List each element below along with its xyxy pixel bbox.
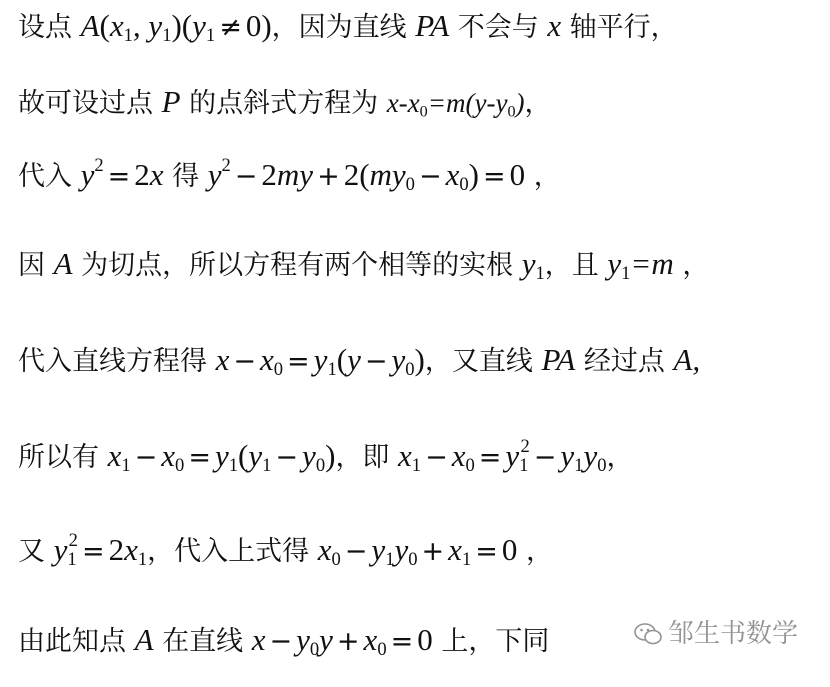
math-substituted: $x_1 - x_0 = y_1(y_1 - y_0)$ <box>107 438 336 477</box>
math-result: $x_0 - y_1y_0 + x_1 = 0$ <box>317 532 518 571</box>
math-point-on-parabola: $y_1^2 = 2x_1$ <box>53 530 148 571</box>
math-expanded: $x_1 - x_0 = y_1^2 - y_1y_0$ <box>398 436 607 477</box>
math-slope: $y_1=m$ <box>607 246 674 285</box>
math-chord-line: $x - y_0y + x_0 = 0$ <box>251 622 433 661</box>
text-line-1: 设点 $A(x_1$, $y_1)(y_1 \ne 0)$，因为直线 PA 不会与 x 轴平行， <box>18 8 678 47</box>
text-line-8: 由此知点 A 在直线 $x - y_0y + x_0 = 0$ 上，下同 <box>18 622 550 661</box>
text-line-6: 所以有 $x_1 - x_0 = y_1(y_1 - y_0)$，即 $x_1 - x_0 = y_1^2 - y_1y_0$， <box>18 436 634 477</box>
text-line-5: 代入直线方程得 $x - x_0 = y_1(y - y_0)$，又直线 PA 经过点 A, <box>18 342 701 381</box>
watermark <box>634 613 798 650</box>
math-line-equation: $x-x_0=m(y-y_0)$ <box>386 88 525 121</box>
text-line-2: 故可设过点 P 的点斜式方程为 $x-x_0=m(y-y_0)$， <box>18 84 552 121</box>
watermark-text: 邹生书数学 <box>667 619 798 649</box>
text-line-7: 又 $y_1^2 = 2x_1$，代入上式得 $x_0 - y_1y_0 + x_1 = 0$ ， <box>18 530 553 571</box>
wechat-icon <box>634 622 662 646</box>
math-root: $y_1$ <box>521 246 545 285</box>
text-line-4: 因 A 为切点，所以方程有两个相等的实根 $y_1$，且 $y_1=m$ ， <box>18 246 710 285</box>
math-quadratic: $y^2 - 2my + 2(my_0 - x_0) = 0$ <box>207 155 526 196</box>
math-parabola: $y^2 = 2x$ <box>80 155 164 192</box>
math-point-A: $A(x_1$, $y_1)(y_1 \ne 0)$ <box>80 8 272 47</box>
math-tangent-line: $x - x_0 = y_1(y - y_0)$ <box>215 342 425 381</box>
text-line-3: 代入 $y^2 = 2x$ 得 $y^2 - 2my + 2(my_0 - x_0) = 0$ ， <box>18 155 561 196</box>
